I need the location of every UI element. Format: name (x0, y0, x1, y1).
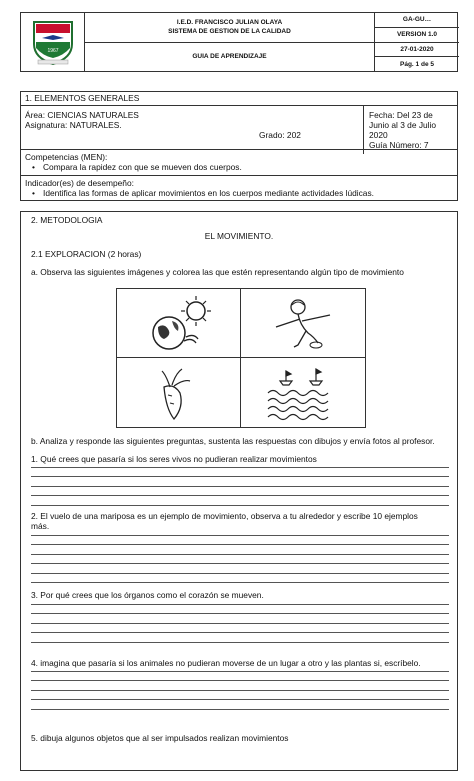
image-cell (117, 358, 241, 427)
document-type: GUIA DE APRENDIZAJE (192, 53, 267, 61)
earth-sun-drawing-icon (134, 293, 224, 353)
question-4: 4. imagina que pasaría si los animales no pudieran moverse de un lugar a otro y las plantas si, escríbelo. (31, 658, 421, 668)
competency-item: • Compara la rapidez con que se mueven dos cuerpos. (25, 162, 453, 172)
competencies-label: Competencias (MEN): (25, 152, 108, 162)
grade-label: Grado: 202 (259, 130, 301, 140)
date-line-2: Junio al 3 de Julio (369, 120, 437, 130)
subject-label: Asignatura: NATURALES. (25, 120, 122, 130)
school-name: I.E.D. FRANCISCO JULIAN OLAYA (176, 19, 283, 27)
document-date: 27-01-2020 (375, 43, 459, 58)
image-grid (116, 288, 366, 428)
question-3: 3. Por qué crees que los órganos como el corazón se mueven. (31, 590, 264, 600)
section-title: 1. ELEMENTOS GENERALES (21, 92, 457, 106)
date-line-3: 2020 (369, 130, 388, 140)
document-code: GA-GU… (375, 13, 459, 28)
question-1: 1. Qué crees que pasaría si los seres vivos no pudieran realizar movimientos (31, 454, 317, 464)
answer-lines-3 (31, 595, 449, 643)
carrot-drawing-icon (134, 363, 224, 423)
instruction-a: a. Observa las siguientes imágenes y colorea las que estén representando algún tipo de movimiento (31, 267, 404, 277)
indicator-item: • Identifica las formas de aplicar movimientos en los cuerpos mediante actividades lúdicas. (25, 188, 453, 198)
indicators-label: Indicador(es) de desempeño: (25, 178, 134, 188)
document-header (20, 12, 458, 72)
question-2-line-2: más. (31, 521, 50, 531)
area-label: Área: CIENCIAS NATURALES (25, 110, 139, 120)
page-number: Pág. 1 de 5 (400, 60, 434, 68)
quality-system: SISTEMA DE GESTION DE LA CALIDAD (168, 28, 291, 36)
school-shield-logo-icon (28, 18, 78, 66)
general-elements-section (20, 91, 458, 201)
image-cell (241, 358, 365, 427)
image-cell (117, 289, 241, 358)
instruction-b: b. Analiza y responde las siguientes preguntas, sustenta las respuestas con dibujos y envía fotos al profesor. (31, 436, 435, 446)
date-line-1: Fecha: Del 23 de (369, 110, 433, 120)
question-2-line-1: 2. El vuelo de una mariposa es un ejemplo de movimiento, observa a tu alrededor y escribe 10 ejemplos (31, 511, 418, 521)
exploration-heading: 2.1 EXPLORACION (2 horas) (31, 249, 142, 259)
answer-lines-4 (31, 662, 449, 710)
swimmer-drawing-icon (258, 293, 348, 353)
boats-waves-drawing-icon (258, 363, 348, 423)
methodology-section (20, 211, 458, 771)
document-version: VERSION 1.0 (375, 28, 459, 43)
svg-text:1967: 1967 (46, 48, 59, 54)
topic-heading: EL MOVIMIENTO. (204, 231, 274, 241)
image-cell (241, 289, 365, 358)
answer-lines-2 (31, 526, 449, 583)
guide-number: Guía Número: 7 (369, 140, 429, 150)
school-logo (21, 13, 85, 71)
methodology-title: 2. METODOLOGIA (31, 215, 103, 225)
question-5: 5. dibuja algunos objetos que al ser impulsados realizan movimientos (31, 733, 289, 743)
answer-lines-1 (31, 458, 449, 506)
